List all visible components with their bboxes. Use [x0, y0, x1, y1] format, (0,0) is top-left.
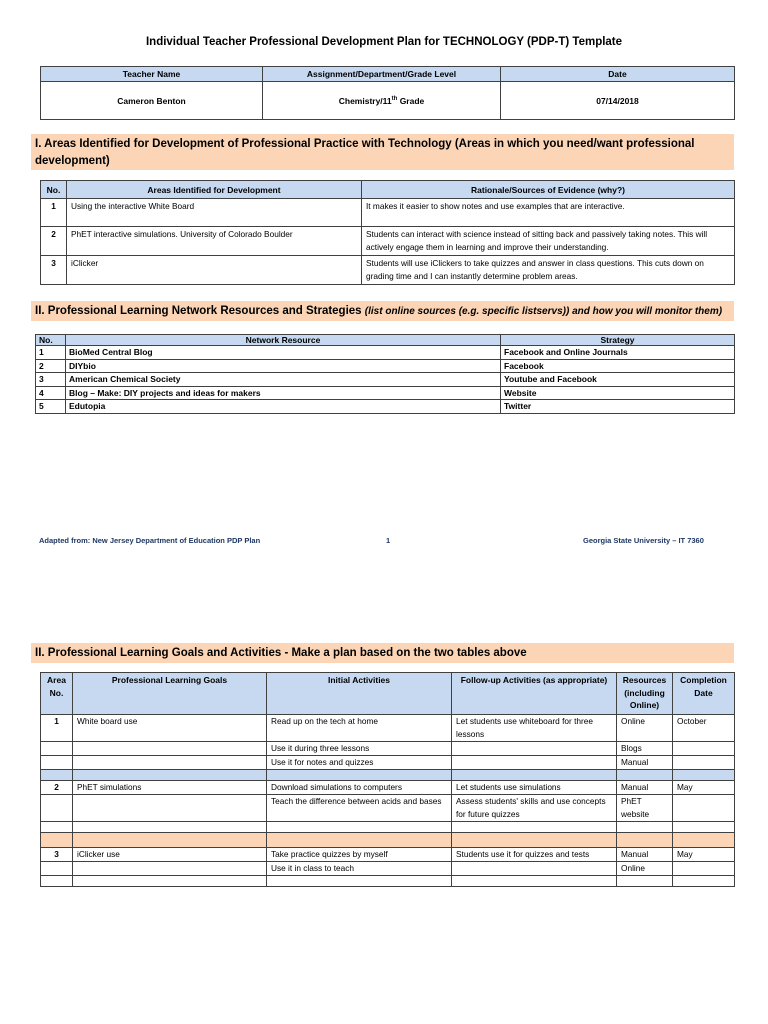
initial-cell: Teach the difference between acids and bases — [267, 795, 452, 822]
area-number — [41, 862, 73, 876]
separator-row — [41, 770, 735, 781]
header-no: No. — [41, 181, 67, 199]
rationale-cell: Students will use iClickers to take quizzes and answer in class questions. This cuts down on grading time and I can instantly determine problem areas. — [362, 256, 735, 285]
goal-cell — [73, 795, 267, 822]
table-row — [41, 848, 735, 862]
followup-cell: Let students use whiteboard for three lessons — [452, 715, 617, 742]
followup-cell: Students use it for quizzes and tests — [452, 848, 617, 862]
completion-cell — [673, 742, 735, 756]
table-row — [41, 781, 735, 795]
resource-cell: Manual — [617, 781, 673, 795]
header-no: No. — [36, 335, 66, 346]
document-title: Individual Teacher Professional Development Plan for TECHNOLOGY (PDP-T) Template — [145, 36, 623, 48]
header-goals: Professional Learning Goals — [73, 673, 267, 715]
strategy-cell: Facebook and Online Journals — [501, 346, 735, 360]
network-resources-table — [35, 334, 735, 414]
resource-cell: Manual — [617, 848, 673, 862]
resource-cell: PhET website — [617, 795, 673, 822]
resource-cell: Blogs — [617, 742, 673, 756]
completion-cell — [673, 795, 735, 822]
footer-source: Adapted from: New Jersey Department of Education PDP Plan — [39, 536, 261, 545]
initial-cell: Use it in class to teach — [267, 862, 452, 876]
section-2-heading-note: (list online sources (e.g. specific listservs)) and how you will monitor them) — [364, 306, 723, 317]
footer-page-number: 1 — [386, 536, 391, 545]
row-number: 2 — [36, 359, 66, 373]
rationale-cell: It makes it easier to show notes and use examples that are interactive. — [362, 199, 735, 227]
area-cell: PhET interactive simulations. University of Colorado Boulder — [67, 227, 362, 256]
goal-cell — [73, 756, 267, 770]
section-2-heading — [31, 301, 734, 321]
strategy-cell: Facebook — [501, 359, 735, 373]
learning-goals-table — [40, 672, 735, 887]
assignment-value: Chemistry/11th Grade — [263, 82, 501, 120]
section-1-heading: I. Areas Identified for Development of Professional Practice with Technology (Areas in which you need/want professional development) — [31, 134, 734, 170]
strategy-cell: Website — [501, 386, 735, 400]
header-initial: Initial Activities — [267, 673, 452, 715]
row-number: 1 — [41, 199, 67, 227]
resource-cell: Online — [617, 715, 673, 742]
followup-cell — [452, 862, 617, 876]
initial-cell: Use it for notes and quizzes — [267, 756, 452, 770]
completion-cell — [673, 862, 735, 876]
header-area-no: Area No. — [41, 673, 73, 715]
strategy-cell: Youtube and Facebook — [501, 373, 735, 387]
goal-cell: White board use — [73, 715, 267, 742]
table-row — [36, 386, 735, 400]
header-assignment: Assignment/Department/Grade Level — [263, 67, 501, 82]
table-row — [36, 400, 735, 414]
teacher-name-value: Cameron Benton — [41, 82, 263, 120]
followup-cell — [452, 742, 617, 756]
section-2-heading-text: II. Professional Learning Network Resources and Strategies — [35, 305, 362, 317]
header-followup: Follow-up Activities (as appropriate) — [452, 673, 617, 715]
followup-cell: Assess students' skills and use concepts for future quizzes — [452, 795, 617, 822]
completion-cell: May — [673, 848, 735, 862]
table-row — [41, 227, 735, 256]
goal-cell: iClicker use — [73, 848, 267, 862]
area-number — [41, 795, 73, 822]
header-rationale: Rationale/Sources of Evidence (why?) — [362, 181, 735, 199]
initial-cell: Download simulations to computers — [267, 781, 452, 795]
row-number: 3 — [41, 256, 67, 285]
row-number: 4 — [36, 386, 66, 400]
initial-cell: Use it during three lessons — [267, 742, 452, 756]
section-3-heading: II. Professional Learning Goals and Activities - Make a plan based on the two tables above — [31, 643, 734, 663]
separator-row — [41, 833, 735, 848]
strategy-cell: Twitter — [501, 400, 735, 414]
area-number: 2 — [41, 781, 73, 795]
initial-cell: Read up on the tech at home — [267, 715, 452, 742]
header-network-resource: Network Resource — [66, 335, 501, 346]
completion-cell — [673, 756, 735, 770]
header-completion: Completion Date — [673, 673, 735, 715]
rationale-cell: Students can interact with science instead of sitting back and passively taking notes. This will actively engage them in learning and improve their understanding. — [362, 227, 735, 256]
row-number: 3 — [36, 373, 66, 387]
completion-cell: May — [673, 781, 735, 795]
blank-row — [41, 822, 735, 833]
teacher-info-table — [40, 66, 735, 120]
blank-row — [41, 876, 735, 887]
table-row — [41, 256, 735, 285]
area-cell: iClicker — [67, 256, 362, 285]
initial-cell: Take practice quizzes by myself — [267, 848, 452, 862]
goal-cell: PhET simulations — [73, 781, 267, 795]
footer-university: Georgia State University – IT 7360 — [583, 536, 704, 545]
followup-cell — [452, 756, 617, 770]
area-number: 3 — [41, 848, 73, 862]
header-date: Date — [501, 67, 735, 82]
table-row — [41, 862, 735, 876]
table-row — [41, 742, 735, 756]
row-number: 2 — [41, 227, 67, 256]
resource-cell: American Chemical Society — [66, 373, 501, 387]
resource-cell: Edutopia — [66, 400, 501, 414]
resource-cell: Manual — [617, 756, 673, 770]
resource-cell: BioMed Central Blog — [66, 346, 501, 360]
table-row — [41, 715, 735, 742]
resource-cell: DIYbio — [66, 359, 501, 373]
resource-cell: Blog – Make: DIY projects and ideas for makers — [66, 386, 501, 400]
header-strategy: Strategy — [501, 335, 735, 346]
goal-cell — [73, 862, 267, 876]
areas-table — [40, 180, 735, 285]
row-number: 1 — [36, 346, 66, 360]
header-areas: Areas Identified for Development — [67, 181, 362, 199]
area-number — [41, 756, 73, 770]
row-number: 5 — [36, 400, 66, 414]
table-row — [36, 373, 735, 387]
resource-cell: Online — [617, 862, 673, 876]
table-row — [41, 795, 735, 822]
header-resources: Resources (including Online) — [617, 673, 673, 715]
date-value: 07/14/2018 — [501, 82, 735, 120]
table-row — [36, 359, 735, 373]
area-number: 1 — [41, 715, 73, 742]
area-cell: Using the interactive White Board — [67, 199, 362, 227]
followup-cell: Let students use simulations — [452, 781, 617, 795]
table-row — [41, 756, 735, 770]
goal-cell — [73, 742, 267, 756]
header-teacher-name: Teacher Name — [41, 67, 263, 82]
area-number — [41, 742, 73, 756]
table-row — [41, 199, 735, 227]
table-row — [36, 346, 735, 360]
completion-cell: October — [673, 715, 735, 742]
